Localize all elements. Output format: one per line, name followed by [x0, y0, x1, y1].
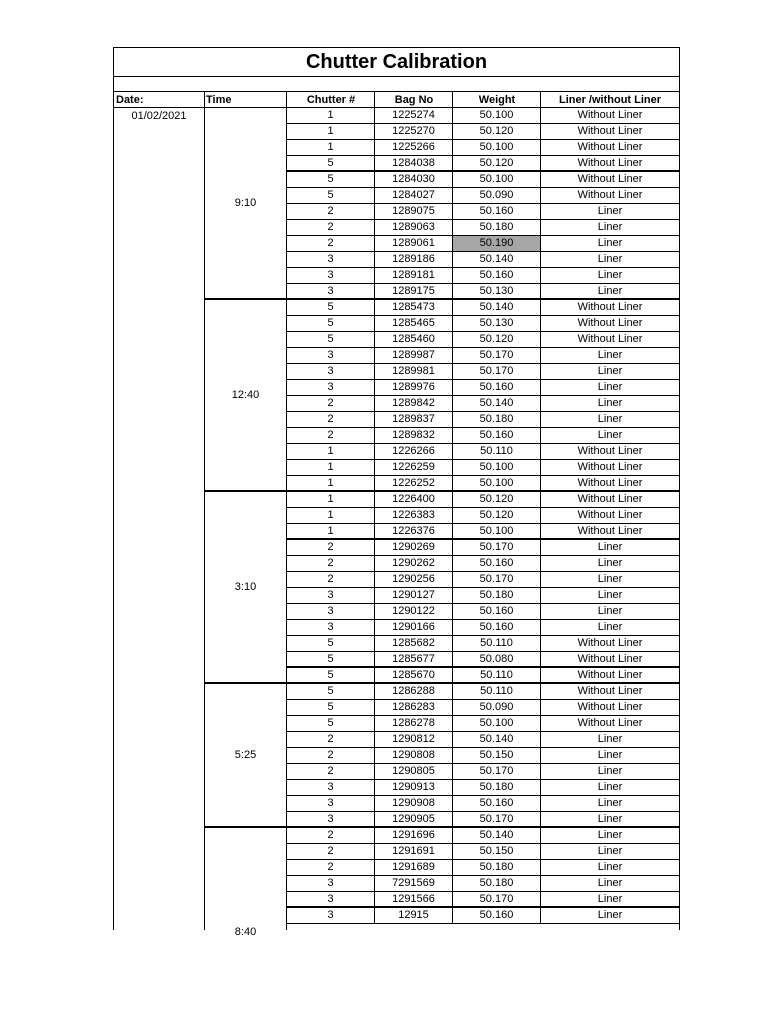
chutter-cell: 3	[287, 364, 375, 379]
bag-no-cell: 1289842	[375, 396, 453, 411]
chutter-cell: 3	[287, 620, 375, 635]
weight-cell: 50.100	[453, 140, 541, 155]
table-row	[287, 812, 679, 828]
table-row	[287, 796, 679, 812]
bag-no-cell: 1226400	[375, 492, 453, 507]
table-row	[287, 412, 679, 428]
bag-no-cell: 1286283	[375, 700, 453, 715]
liner-cell: Liner	[597, 621, 623, 633]
table-row	[287, 572, 679, 588]
weight-cell: 50.160	[453, 908, 541, 923]
liner-cell: Liner	[597, 781, 623, 793]
bag-no-cell: 1289186	[375, 252, 453, 267]
liner-cell: Liner	[597, 221, 623, 233]
chutter-cell: 3	[287, 588, 375, 603]
bag-no-cell: 1290122	[375, 604, 453, 619]
bag-no-cell: 1289075	[375, 204, 453, 219]
table-row	[287, 684, 679, 700]
chutter-cell: 3	[287, 348, 375, 363]
chutter-cell: 3	[287, 284, 375, 298]
weight-cell: 50.140	[453, 396, 541, 411]
liner-cell: Liner	[597, 765, 623, 777]
liner-cell: Without Liner	[577, 717, 643, 729]
weight-cell: 50.160	[453, 796, 541, 811]
chutter-cell: 3	[287, 876, 375, 891]
liner-cell: Liner	[597, 349, 623, 361]
chutter-cell: 5	[287, 156, 375, 170]
chutter-cell: 1	[287, 108, 375, 123]
header-liner: Liner /without Liner	[541, 92, 679, 108]
chutter-cell: 5	[287, 188, 375, 203]
table-row	[287, 300, 679, 316]
chutter-cell: 5	[287, 172, 375, 187]
liner-cell: Without Liner	[577, 317, 643, 329]
weight-cell: 50.130	[453, 316, 541, 331]
weight-cell: 50.130	[453, 284, 541, 298]
bag-no-cell: 1289837	[375, 412, 453, 427]
bag-no-cell: 1290808	[375, 748, 453, 763]
table-row	[287, 860, 679, 876]
chutter-cell: 1	[287, 444, 375, 459]
chutter-cell: 2	[287, 396, 375, 411]
table-row	[287, 892, 679, 908]
bag-no-cell: 1290805	[375, 764, 453, 779]
chutter-cell: 3	[287, 892, 375, 906]
liner-cell: Liner	[597, 381, 623, 393]
chutter-cell: 1	[287, 124, 375, 139]
bag-no-cell: 1226376	[375, 524, 453, 538]
table-row	[287, 588, 679, 604]
weight-cell: 50.120	[453, 508, 541, 523]
bag-no-cell: 1284038	[375, 156, 453, 170]
date-value: 01/02/2021	[131, 110, 187, 122]
chutter-cell: 5	[287, 716, 375, 731]
liner-cell: Liner	[597, 237, 623, 249]
weight-cell: 50.160	[453, 556, 541, 571]
liner-cell: Without Liner	[577, 109, 643, 121]
chutter-cell: 1	[287, 140, 375, 155]
bag-no-cell: 1284030	[375, 172, 453, 187]
chutter-cell: 2	[287, 748, 375, 763]
liner-cell: Without Liner	[577, 461, 643, 473]
bag-no-cell: 1286288	[375, 684, 453, 699]
liner-cell: Liner	[597, 797, 623, 809]
table-row	[287, 124, 679, 140]
table-row	[287, 108, 679, 124]
header-date: Date:	[114, 92, 204, 108]
chutter-cell: 1	[287, 460, 375, 475]
chutter-cell: 2	[287, 412, 375, 427]
bag-no-cell: 1291696	[375, 828, 453, 843]
liner-cell: Liner	[597, 413, 623, 425]
bag-no-cell: 7291569	[375, 876, 453, 891]
table-row	[287, 348, 679, 364]
liner-cell: Without Liner	[577, 525, 643, 537]
bag-no-cell: 1225266	[375, 140, 453, 155]
weight-cell: 50.080	[453, 652, 541, 666]
chutter-cell: 2	[287, 540, 375, 555]
bag-no-cell: 1290166	[375, 620, 453, 635]
liner-cell: Liner	[597, 845, 623, 857]
chutter-cell: 2	[287, 556, 375, 571]
weight-cell: 50.100	[453, 524, 541, 538]
liner-cell: Without Liner	[577, 653, 643, 665]
bag-no-cell: 1289061	[375, 236, 453, 251]
table-row	[287, 268, 679, 284]
bag-no-cell: 1290262	[375, 556, 453, 571]
chutter-cell: 2	[287, 764, 375, 779]
liner-cell: Liner	[597, 573, 623, 585]
time-cell: 3:10	[204, 492, 287, 684]
table-row	[287, 636, 679, 652]
liner-cell: Liner	[597, 397, 623, 409]
bag-no-cell: 1226266	[375, 444, 453, 459]
table-row	[287, 716, 679, 732]
chutter-cell: 3	[287, 604, 375, 619]
weight-cell: 50.120	[453, 156, 541, 170]
bag-no-cell: 1285670	[375, 668, 453, 682]
weight-cell: 50.140	[453, 732, 541, 747]
weight-cell: 50.140	[453, 828, 541, 843]
bag-no-cell: 12915	[375, 908, 453, 923]
table-row	[287, 332, 679, 348]
bag-no-cell: 1284027	[375, 188, 453, 203]
bag-no-cell: 1225274	[375, 108, 453, 123]
table-row	[287, 284, 679, 300]
time-cell: 5:25	[204, 684, 287, 828]
weight-cell: 50.160	[453, 204, 541, 219]
weight-cell: 50.180	[453, 588, 541, 603]
table-row	[287, 508, 679, 524]
liner-cell: Without Liner	[577, 157, 643, 169]
liner-cell: Liner	[597, 877, 623, 889]
liner-cell: Liner	[597, 269, 623, 281]
table-row	[287, 444, 679, 460]
weight-cell: 50.170	[453, 892, 541, 906]
bag-no-cell: 1290812	[375, 732, 453, 747]
table-row	[287, 172, 679, 188]
chutter-cell: 2	[287, 860, 375, 875]
weight-cell: 50.150	[453, 748, 541, 763]
liner-cell: Liner	[597, 605, 623, 617]
column-divider	[452, 92, 453, 108]
weight-cell: 50.140	[453, 300, 541, 315]
bag-no-cell: 1290269	[375, 540, 453, 555]
weight-cell: 50.170	[453, 764, 541, 779]
liner-cell: Without Liner	[577, 141, 643, 153]
table-row	[287, 476, 679, 492]
time-cell: 8:40	[234, 926, 257, 938]
table-row	[287, 844, 679, 860]
table-row	[287, 524, 679, 540]
header-bag-no: Bag No	[375, 92, 453, 108]
bag-no-cell: 1289832	[375, 428, 453, 443]
table-row	[287, 396, 679, 412]
liner-cell: Liner	[597, 813, 623, 825]
bag-no-cell: 1285682	[375, 636, 453, 651]
chutter-cell: 1	[287, 524, 375, 538]
header-weight: Weight	[453, 92, 541, 108]
liner-cell: Without Liner	[577, 493, 643, 505]
chutter-cell: 5	[287, 316, 375, 331]
liner-cell: Liner	[597, 909, 623, 921]
table-row	[287, 556, 679, 572]
chutter-cell: 5	[287, 300, 375, 315]
weight-cell: 50.180	[453, 780, 541, 795]
bag-no-cell: 1291566	[375, 892, 453, 906]
liner-cell: Liner	[597, 749, 623, 761]
bag-no-cell: 1289987	[375, 348, 453, 363]
bag-no-cell: 1290127	[375, 588, 453, 603]
table-row	[287, 364, 679, 380]
liner-cell: Without Liner	[577, 189, 643, 201]
chutter-cell: 3	[287, 380, 375, 395]
liner-cell: Without Liner	[577, 669, 643, 681]
weight-cell: 50.110	[453, 684, 541, 699]
weight-cell: 50.180	[453, 860, 541, 875]
column-divider	[540, 92, 541, 108]
table-row	[287, 700, 679, 716]
bag-no-cell: 1226252	[375, 476, 453, 490]
liner-cell: Liner	[597, 429, 623, 441]
weight-cell: 50.120	[453, 332, 541, 347]
liner-cell: Liner	[597, 541, 623, 553]
chutter-cell: 3	[287, 252, 375, 267]
weight-cell: 50.160	[453, 428, 541, 443]
weight-cell: 50.170	[453, 572, 541, 587]
bag-no-cell: 1285473	[375, 300, 453, 315]
liner-cell: Without Liner	[577, 477, 643, 489]
weight-cell: 50.120	[453, 492, 541, 507]
liner-cell: Without Liner	[577, 637, 643, 649]
table-row	[287, 732, 679, 748]
table-row	[287, 668, 679, 684]
bag-no-cell: 1225270	[375, 124, 453, 139]
liner-cell: Without Liner	[577, 301, 643, 313]
bag-no-cell: 1289175	[375, 284, 453, 298]
table-row	[287, 460, 679, 476]
chutter-cell: 2	[287, 220, 375, 235]
liner-cell: Liner	[597, 285, 623, 297]
liner-cell: Without Liner	[577, 125, 643, 137]
bag-no-cell: 1289063	[375, 220, 453, 235]
table-row	[287, 252, 679, 268]
liner-cell: Without Liner	[577, 333, 643, 345]
weight-cell: 50.100	[453, 476, 541, 490]
bag-no-cell: 1289981	[375, 364, 453, 379]
liner-cell: Without Liner	[577, 685, 643, 697]
blank-row	[114, 77, 679, 92]
chutter-cell: 2	[287, 572, 375, 587]
column-divider	[374, 92, 375, 108]
table-row	[287, 540, 679, 556]
chutter-cell: 3	[287, 812, 375, 826]
chutter-cell: 5	[287, 668, 375, 682]
table-row	[287, 620, 679, 636]
weight-cell: 50.170	[453, 812, 541, 826]
bag-no-cell: 1290908	[375, 796, 453, 811]
liner-cell: Without Liner	[577, 701, 643, 713]
liner-cell: Liner	[597, 829, 623, 841]
weight-cell: 50.180	[453, 412, 541, 427]
chutter-cell: 3	[287, 268, 375, 283]
chutter-cell: 2	[287, 428, 375, 443]
header-time: Time	[204, 92, 287, 108]
liner-cell: Liner	[597, 253, 623, 265]
spreadsheet	[113, 47, 680, 938]
table-row	[287, 876, 679, 892]
table-row	[287, 220, 679, 236]
weight-cell: 50.170	[453, 348, 541, 363]
weight-cell: 50.190	[453, 236, 541, 251]
weight-cell: 50.100	[453, 108, 541, 123]
bag-no-cell: 1289976	[375, 380, 453, 395]
weight-cell: 50.100	[453, 460, 541, 475]
weight-cell: 50.170	[453, 364, 541, 379]
chutter-cell: 5	[287, 652, 375, 666]
liner-cell: Liner	[597, 733, 623, 745]
bag-no-cell: 1290905	[375, 812, 453, 826]
table-row	[287, 316, 679, 332]
table-row	[287, 204, 679, 220]
table-row	[287, 380, 679, 396]
liner-cell: Liner	[597, 365, 623, 377]
chutter-cell: 2	[287, 236, 375, 251]
chutter-cell: 2	[287, 844, 375, 859]
table-row	[287, 492, 679, 508]
time-cell: 9:10	[204, 108, 287, 300]
header-chutter: Chutter #	[287, 92, 375, 108]
liner-cell: Without Liner	[577, 445, 643, 457]
chutter-cell: 5	[287, 684, 375, 699]
chutter-cell: 2	[287, 204, 375, 219]
table-row	[287, 908, 679, 924]
liner-cell: Liner	[597, 205, 623, 217]
weight-cell: 50.100	[453, 716, 541, 731]
chutter-cell: 5	[287, 636, 375, 651]
table-row	[287, 428, 679, 444]
chutter-cell: 3	[287, 908, 375, 923]
chutter-cell: 5	[287, 700, 375, 715]
weight-cell: 50.160	[453, 268, 541, 283]
bag-no-cell: 1285465	[375, 316, 453, 331]
chutter-cell: 3	[287, 780, 375, 795]
liner-cell: Liner	[597, 589, 623, 601]
weight-cell: 50.110	[453, 668, 541, 682]
bag-no-cell: 1286278	[375, 716, 453, 731]
bag-no-cell: 1290913	[375, 780, 453, 795]
weight-cell: 50.090	[453, 700, 541, 715]
bag-no-cell: 1226259	[375, 460, 453, 475]
chutter-cell: 1	[287, 508, 375, 523]
bag-no-cell: 1226383	[375, 508, 453, 523]
table-row	[287, 828, 679, 844]
weight-cell: 50.160	[453, 620, 541, 635]
sheet-title: Chutter Calibration	[114, 48, 679, 77]
chutter-cell: 2	[287, 828, 375, 843]
chutter-cell: 1	[287, 492, 375, 507]
weight-cell: 50.180	[453, 220, 541, 235]
bag-no-cell: 1285460	[375, 332, 453, 347]
weight-cell: 50.160	[453, 380, 541, 395]
chutter-cell: 1	[287, 476, 375, 490]
liner-cell: Liner	[597, 861, 623, 873]
weight-cell: 50.170	[453, 540, 541, 555]
weight-cell: 50.110	[453, 444, 541, 459]
table-row	[287, 604, 679, 620]
weight-cell: 50.150	[453, 844, 541, 859]
chutter-cell: 5	[287, 332, 375, 347]
bag-no-cell: 1289181	[375, 268, 453, 283]
table-row	[287, 748, 679, 764]
weight-cell: 50.140	[453, 252, 541, 267]
weight-cell: 50.160	[453, 604, 541, 619]
liner-cell: Liner	[597, 557, 623, 569]
liner-cell: Liner	[597, 893, 623, 905]
table-row	[287, 652, 679, 668]
weight-cell: 50.180	[453, 876, 541, 891]
bag-no-cell: 1291691	[375, 844, 453, 859]
table-row	[287, 156, 679, 172]
table-row	[287, 188, 679, 204]
table-row	[287, 764, 679, 780]
chutter-cell: 2	[287, 732, 375, 747]
chutter-cell: 3	[287, 796, 375, 811]
weight-cell: 50.120	[453, 124, 541, 139]
weight-cell: 50.090	[453, 188, 541, 203]
table-row	[287, 140, 679, 156]
bag-no-cell: 1291689	[375, 860, 453, 875]
bag-no-cell: 1285677	[375, 652, 453, 666]
weight-cell: 50.110	[453, 636, 541, 651]
time-cell: 12:40	[204, 300, 287, 492]
liner-cell: Without Liner	[577, 509, 643, 521]
table-row	[287, 780, 679, 796]
bag-no-cell: 1290256	[375, 572, 453, 587]
table-row	[287, 236, 679, 252]
liner-cell: Without Liner	[577, 173, 643, 185]
weight-cell: 50.100	[453, 172, 541, 187]
